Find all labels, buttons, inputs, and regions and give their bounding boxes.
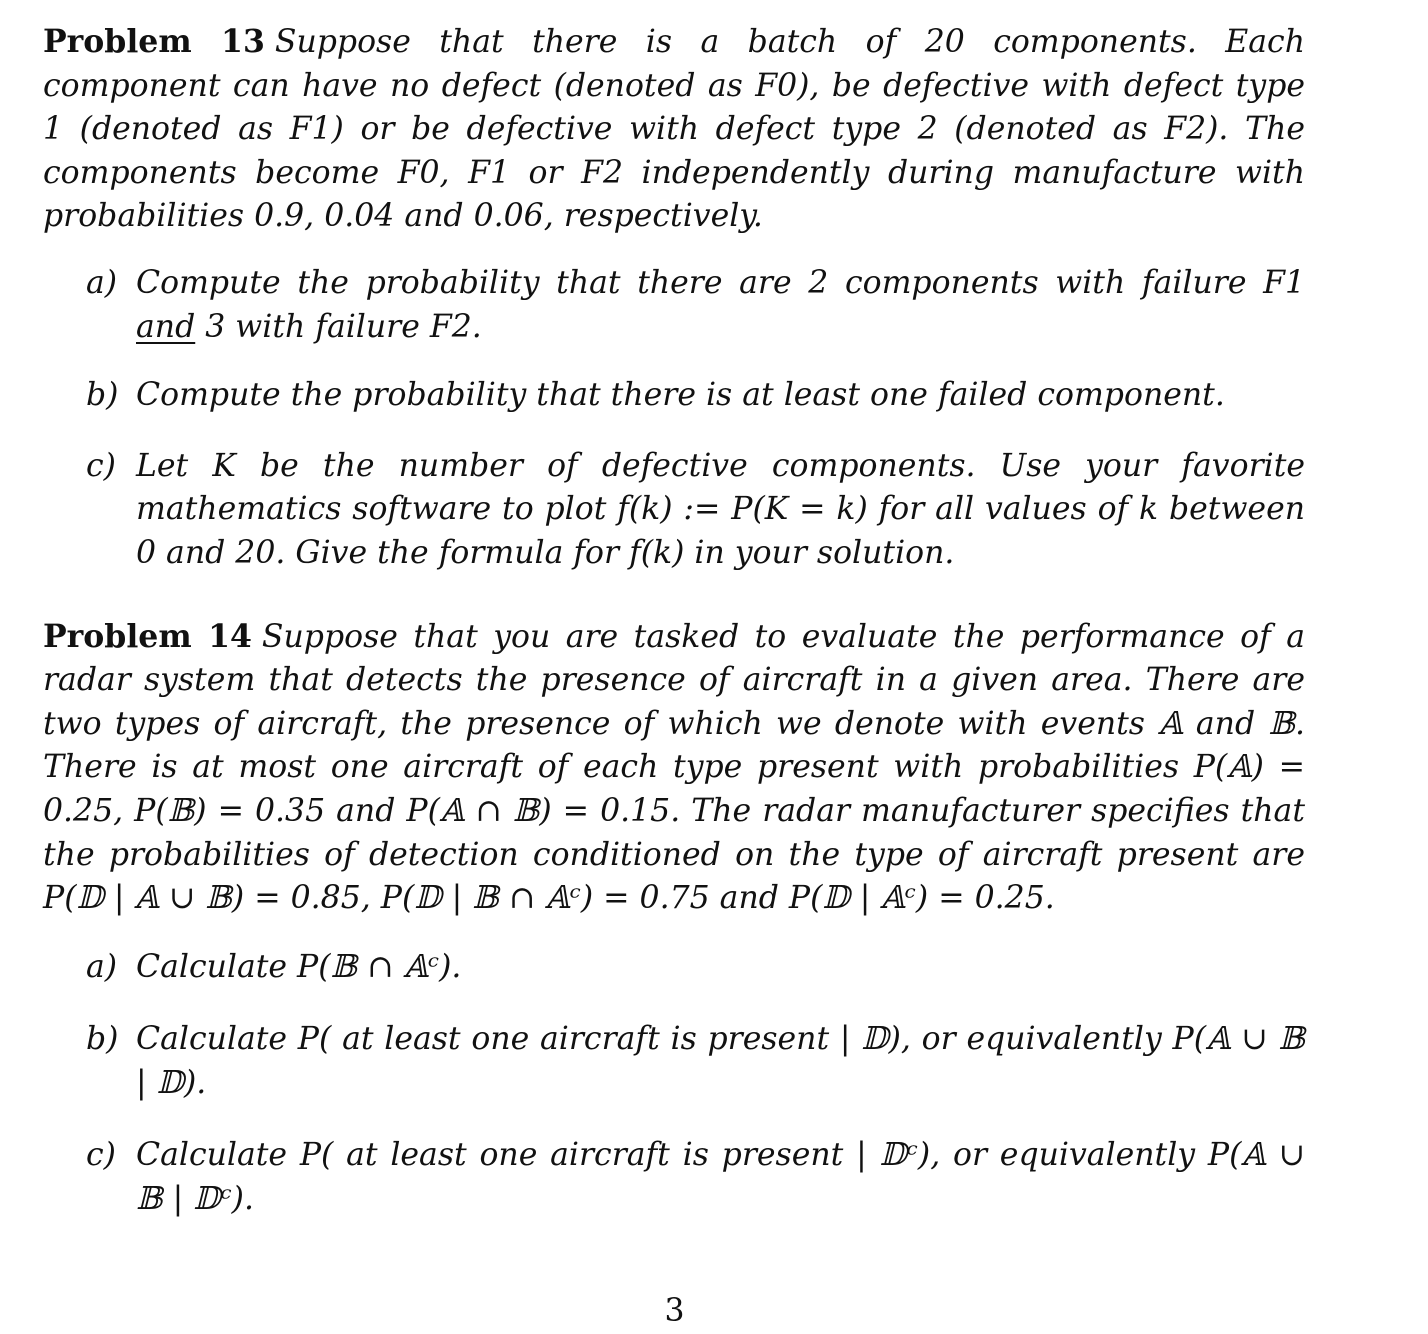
problem-14-part-a	[43, 946, 1305, 990]
problem-13-part-c	[43, 445, 1305, 576]
part-label: b)	[86, 1021, 119, 1058]
part-label: a)	[86, 264, 118, 301]
part-text: Compute the probability that there are 2 components with failure F1	[136, 264, 1305, 301]
problem-13-part-b	[43, 374, 1305, 418]
problem-14-heading: Problem 14	[43, 617, 252, 655]
problem-13-parts	[43, 262, 1305, 576]
part-text: Calculate P(𝔹 ∩ 𝔸ᶜ).	[136, 948, 462, 985]
part-text: Calculate P( at least one aircraft is present | 𝔻ᶜ), or equivalently P(𝔸 ∪ 𝔹 | 𝔻ᶜ).	[136, 1137, 1305, 1218]
part-label: c)	[86, 447, 116, 484]
problem-14	[43, 615, 1305, 921]
page-number: 3	[664, 1293, 685, 1329]
part-label: a)	[86, 948, 118, 985]
underlined-word: and	[136, 308, 196, 345]
part-text: Let K be the number of defective components. Use your favorite mathematics software to plot f(k) := P(K = k) for all values of k between 0 and 20. Give the formula for f(k) in your solution.	[136, 447, 1305, 571]
document-page	[43, 20, 1305, 1222]
problem-13-part-a	[43, 262, 1305, 349]
problem-13-text: Suppose that there is a batch of 20 components. Each component can have no defect (denoted as F0), be defective with defect type 1 (denoted as F1) or be defective with defect type 2 (denoted as F2). The components become F0, F1 or F2 independently during manufacture with probabilities 0.9, 0.04 and 0.06, respectively.	[43, 24, 1305, 235]
problem-13	[43, 20, 1305, 239]
problem-14-part-c	[43, 1134, 1305, 1221]
part-text-continued: 3 with failure F2.	[195, 308, 482, 345]
part-label: c)	[86, 1137, 116, 1174]
part-text: Calculate P( at least one aircraft is present | 𝔻), or equivalently P(𝔸 ∪ 𝔹 | 𝔻).	[136, 1021, 1305, 1101]
problem-14-text: Suppose that you are tasked to evaluate the performance of a radar system that detects the presence of aircraft in a given area. There are two types of aircraft, the presence of which we denote with events 𝔸 and 𝔹. There is at most one aircraft of each type present with probabilities P(𝔸) = 0.25, P(𝔹) = 0.35 and P(𝔸 ∩ 𝔹) = 0.15. The radar manufacturer specifies that the probabilities of detection conditioned on the type of aircraft present are P(𝔻 | 𝔸 ∪ 𝔹) = 0.85, P(𝔻 | 𝔹 ∩ 𝔸ᶜ) = 0.75 and P(𝔻 | 𝔸ᶜ) = 0.25.	[43, 618, 1305, 917]
part-text: Compute the probability that there is at least one failed component.	[136, 377, 1225, 414]
problem-14-parts	[43, 946, 1305, 1222]
part-label: b)	[86, 377, 119, 414]
problem-13-heading: Problem 13	[43, 23, 265, 60]
problem-14-part-b	[43, 1018, 1305, 1105]
